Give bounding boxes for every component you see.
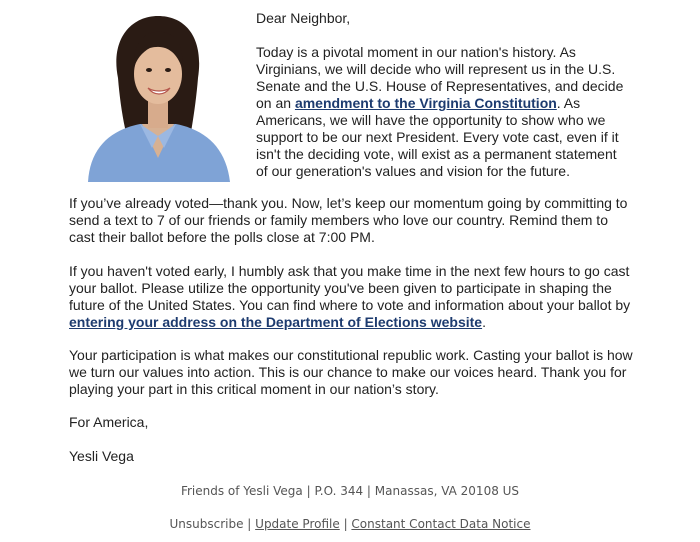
- footer-address: Friends of Yesli Vega | P.O. 344 | Manassas, VA 20108 US: [180, 484, 520, 498]
- footer-links: [0, 517, 700, 531]
- unsubscribe-link[interactable]: Unsubscribe: [169, 517, 244, 531]
- participation-paragraph: Your participation is what makes our constitutional republic work. Casting your ballot is how we turn our values into action. This is our chance to make our voices heard. Thank you for playing your part in this critical moment in our nation’s story.: [69, 347, 633, 397]
- intro-text-continued: . As Americans, we will have the opportunity to show who we support to be our next President. Every vote cast, even if it isn't the deciding vote, will exist as a permanent statement of our generation's values and vision for the future.: [256, 95, 619, 179]
- candidate-photo: [80, 8, 236, 182]
- elections-website-link[interactable]: entering your address on the Department of Elections website: [69, 314, 483, 330]
- data-notice-link[interactable]: Constant Contact Data Notice: [351, 517, 531, 531]
- vote-early-paragraph: [69, 263, 637, 331]
- update-profile-link[interactable]: Update Profile: [255, 517, 340, 531]
- voted-paragraph: If you’ve already voted—thank you. Now, let’s keep our momentum going by committing to send a text to 7 of our friends or family members who love our country. Remind them to cast their ballot before the polls close at 7:00 PM.: [69, 195, 628, 245]
- amendment-link[interactable]: amendment to the Virginia Constitution: [294, 95, 557, 111]
- vote-early-period: .: [482, 314, 486, 330]
- signature: Yesli Vega: [69, 448, 134, 464]
- greeting: Dear Neighbor,: [256, 10, 351, 26]
- footer-separator: |: [243, 517, 256, 531]
- intro-paragraph: [256, 44, 626, 180]
- footer-separator: |: [339, 517, 352, 531]
- intro-text: Today is a pivotal moment in our nation's history. As Virginians, we will decide who will represent us in the U.S. Senate and the U.S. House of Representatives, and decide on an: [256, 44, 624, 111]
- vote-early-text: If you haven't voted early, I humbly ask that you make time in the next few hours to go cast your ballot. Please utilize the opportunity you've been given to participate in shaping the future of the United States. You can find where to vote and information about your ballot by: [69, 263, 631, 313]
- closing: For America,: [69, 414, 149, 430]
